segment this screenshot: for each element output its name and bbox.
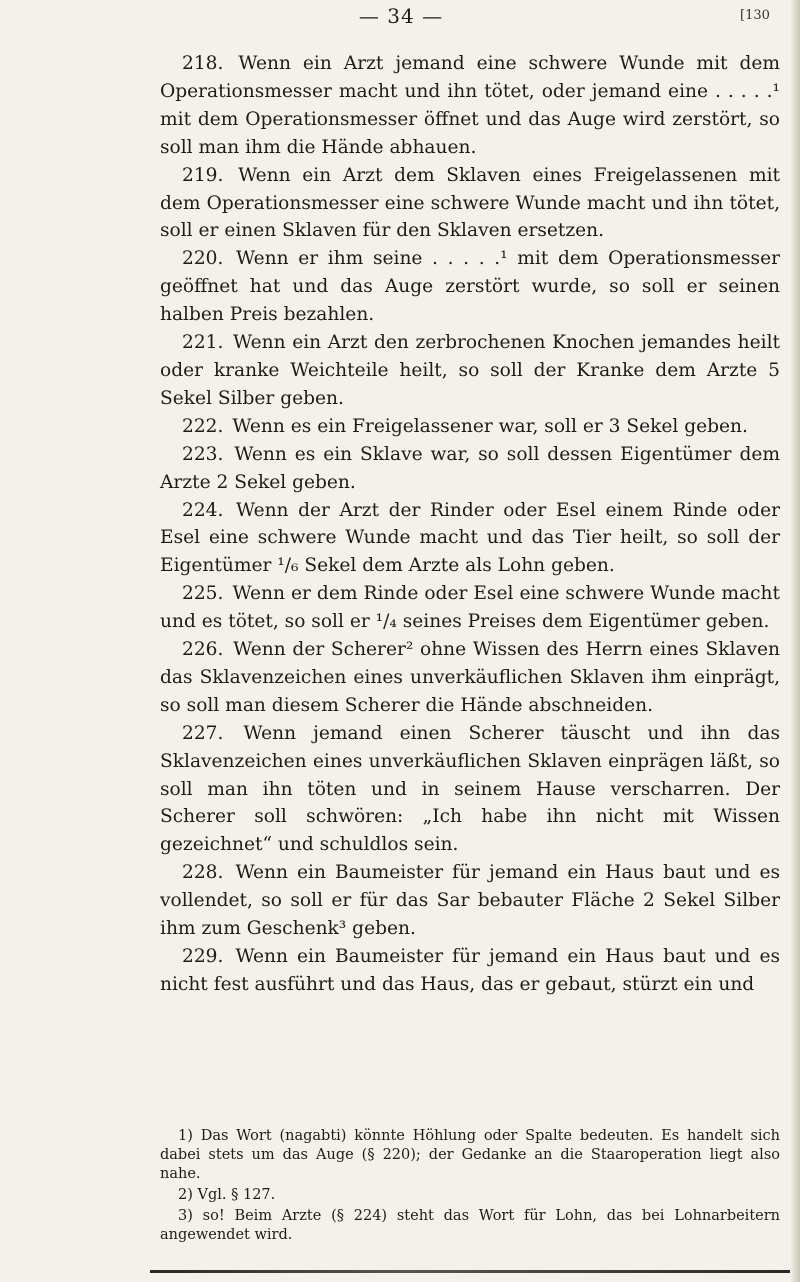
paragraph-number: 222. [182,415,224,437]
footnote-text: Vgl. § 127. [197,1187,276,1203]
paragraph-text: Wenn der Arzt der Rinder oder Esel einem Rinde oder Esel eine schwere Wunde macht und das Tier heilt, so soll der Eigentümer ¹/₆ Sekel dem Arzte als Lohn geben. [160,499,780,577]
footnote-text: Das Wort (nagabti) könnte Höhlung oder Spalte bedeuten. Es handelt sich dabei stets um das Auge (§ 220); der Gedanke an die Staaroperation liegt also nahe. [160,1128,781,1182]
paragraph [160,329,780,413]
paragraph [160,943,780,999]
original-page-marker: [130 [740,8,770,23]
paragraph [160,720,780,860]
law-text [160,50,780,999]
paragraph-text: Wenn er dem Rinde oder Esel eine schwere Wunde macht und es tötet, so soll er ¹/₄ seines Preises dem Eigentümer geben. [160,583,780,633]
paragraph [160,580,780,636]
footnotes [160,1127,780,1247]
paragraph-number: 218. [182,53,224,74]
footnote-number: 3) [178,1208,193,1224]
page-header [0,0,800,40]
page-edge-shadow [790,0,800,1282]
paragraph-number: 225. [182,583,224,605]
footnote [160,1127,780,1184]
footnote-number: 2) [178,1187,193,1203]
paragraph-number: 226. [182,639,224,661]
page-number: — 34 — [358,4,444,28]
paragraph-text: Wenn es ein Freigelassener war, soll er 3 Sekel geben. [232,415,748,437]
paragraph-number: 220. [182,248,224,270]
footnote [160,1207,780,1245]
footnote-number: 1) [178,1128,193,1144]
paragraph [160,162,780,246]
paragraph [160,441,780,497]
paragraph [160,245,780,329]
paragraph-text: Wenn der Scherer² ohne Wissen des Herrn eines Sklaven das Sklavenzeichen eines unverkäuflichen Sklaven ihm einprägt, so soll man diesem Scherer die Hände abschneiden. [160,639,780,716]
paragraph-number: 219. [182,164,224,186]
footnote [160,1186,780,1205]
paragraph-number: 229. [182,946,224,967]
paragraph [160,636,780,720]
paragraph-text: Wenn jemand einen Scherer täuscht und ihn das Sklavenzeichen eines unverkäuflichen Sklaven einprägen läßt, so soll man ihn töten und in seinem Hause verscharren. Der Scherer soll schwören: „Ich habe ihn nicht mit Wissen gezeichnet“ und schuldlos sein. [160,722,780,856]
paragraph [160,413,780,441]
paragraph [160,50,780,162]
paragraph-text: Wenn ein Arzt den zerbrochenen Knochen jemandes heilt oder kranke Weichteile heilt, so soll der Kranke dem Arzte 5 Sekel Silber geben. [160,332,780,409]
bottom-edge-rule [150,1270,790,1273]
paragraph-number: 221. [182,332,224,354]
paragraph [160,859,780,943]
paragraph-text: Wenn ein Baumeister für jemand ein Haus baut und es nicht fest ausführt und das Haus, das er gebaut, stürzt ein und [160,946,780,995]
paragraph-text: Wenn er ihm seine . . . . .¹ mit dem Operationsmesser geöffnet hat und das Auge zerstört wurde, so soll er seinen halben Preis bezahlen. [160,248,780,326]
paragraph-text: Wenn ein Baumeister für jemand ein Haus baut und es vollendet, so soll er für das Sar bebauter Fläche 2 Sekel Silber ihm zum Geschenk³ geben. [160,862,780,940]
footnote-text: so! Beim Arzte (§ 224) steht das Wort für Lohn, das bei Lohnarbeitern angewendet wird. [160,1208,780,1243]
paragraph-number: 224. [182,499,224,521]
paragraph-text: Wenn ein Arzt jemand eine schwere Wunde mit dem Operationsmesser macht und ihn tötet, oder jemand eine . . . . .¹ mit dem Operationsmesser öffnet und das Auge wird zerstört, so soll man ihm die Hände abhauen. [160,53,780,158]
paragraph [160,497,780,581]
paragraph-number: 223. [182,443,224,465]
paragraph-text: Wenn es ein Sklave war, so soll dessen Eigentümer dem Arzte 2 Sekel geben. [160,443,780,493]
paragraph-text: Wenn ein Arzt dem Sklaven eines Freigelassenen mit dem Operationsmesser eine schwere Wunde macht und ihn tötet, soll er einen Sklaven für den Sklaven ersetzen. [160,164,780,242]
paragraph-number: 228. [182,862,224,884]
paragraph-number: 227. [182,722,224,744]
